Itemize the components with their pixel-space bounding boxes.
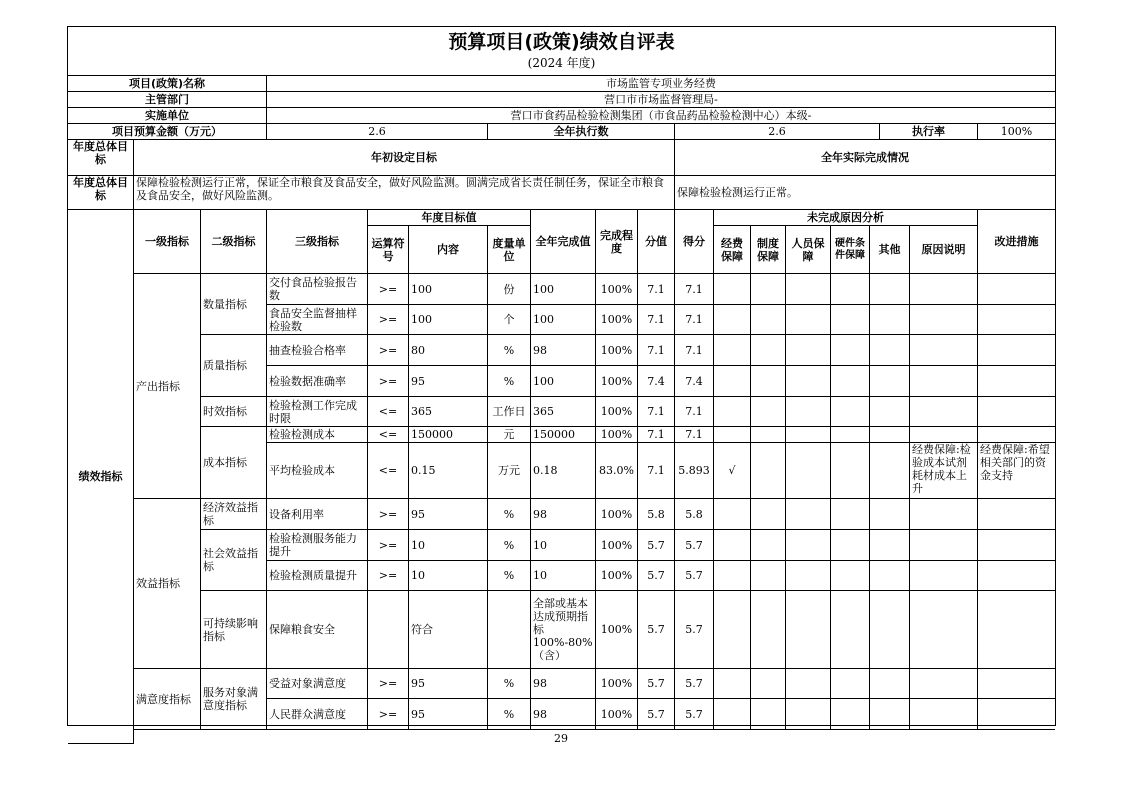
reason-note: [910, 366, 978, 397]
reason-other-cell: [870, 561, 910, 591]
indicator-target: 10: [409, 530, 488, 561]
reason-hardware-cell: [831, 397, 870, 427]
indicator-actual: 全部或基本达成预期指标100%-80%（含）: [531, 591, 596, 669]
reason-hardware-cell: [831, 305, 870, 335]
indicator-unit: %: [488, 561, 531, 591]
reason-note: [910, 305, 978, 335]
table-title: 预算项目(政策)绩效自评表: [448, 31, 675, 53]
indicator-score: 5.893: [675, 443, 714, 499]
reason-other-cell: [870, 397, 910, 427]
perf-indicator-label: 绩效指标: [68, 210, 134, 744]
indicator-degree: 83.0%: [596, 443, 638, 499]
indicator-target: 80: [409, 335, 488, 366]
indicator-target: 100: [409, 274, 488, 305]
indicator-actual: 365: [531, 397, 596, 427]
indicator-score-value: 7.1: [638, 274, 675, 305]
indicator-op: >=: [368, 669, 409, 699]
header-l2: 二级指标: [201, 210, 267, 274]
improvement-note: [978, 427, 1055, 443]
indicator-name: 人民群众满意度: [267, 699, 368, 730]
header-reason-fund: 经费保障: [714, 226, 751, 274]
reason-fund-check: [714, 669, 751, 699]
indicator-actual: 98: [531, 699, 596, 730]
reason-fund-check: [714, 591, 751, 669]
indicator-score-value: 5.7: [638, 669, 675, 699]
indicator-score: 5.7: [675, 591, 714, 669]
indicator-score-value: 7.1: [638, 305, 675, 335]
reason-system-cell: [751, 499, 786, 530]
improvement-note: [978, 335, 1055, 366]
reason-note: [910, 561, 978, 591]
improvement-note: 经费保障:希望相关部门的资金支持: [978, 443, 1055, 499]
reason-fund-check: [714, 699, 751, 730]
reason-fund-check: [714, 305, 751, 335]
indicator-unit: %: [488, 335, 531, 366]
indicator-unit: 元: [488, 427, 531, 443]
indicator-unit: %: [488, 669, 531, 699]
indicator-score: 5.7: [675, 530, 714, 561]
reason-staff-cell: [786, 699, 831, 730]
indicator-score-value: 5.7: [638, 530, 675, 561]
indicator-actual: 100: [531, 274, 596, 305]
reason-system-cell: [751, 397, 786, 427]
improvement-note: [978, 561, 1055, 591]
header-reason-staff: 人员保障: [786, 226, 831, 274]
indicator-op: >=: [368, 335, 409, 366]
indicator-score: 7.4: [675, 366, 714, 397]
header-content: 内容: [409, 226, 488, 274]
reason-staff-cell: [786, 274, 831, 305]
indicator-degree: 100%: [596, 530, 638, 561]
reason-note: [910, 699, 978, 730]
reason-other-cell: [870, 499, 910, 530]
indicator-unit: %: [488, 499, 531, 530]
indicator-score: 5.8: [675, 499, 714, 530]
reason-system-cell: [751, 443, 786, 499]
project-name-value: 市场监管专项业务经费: [267, 76, 1055, 92]
improvement-note: [978, 591, 1055, 669]
reason-system-cell: [751, 561, 786, 591]
goal-initial-header: 年初设定目标: [134, 140, 675, 176]
reason-hardware-cell: [831, 427, 870, 443]
reason-staff-cell: [786, 530, 831, 561]
indicator-op: >=: [368, 305, 409, 335]
indicator-op: <=: [368, 427, 409, 443]
indicator-target: 365: [409, 397, 488, 427]
reason-system-cell: [751, 427, 786, 443]
reason-hardware-cell: [831, 561, 870, 591]
improvement-note: [978, 699, 1055, 730]
reason-system-cell: [751, 530, 786, 561]
indicator-unit: 份: [488, 274, 531, 305]
indicator-degree: 100%: [596, 397, 638, 427]
indicator-op: [368, 591, 409, 669]
indicator-degree: 100%: [596, 305, 638, 335]
reason-system-cell: [751, 274, 786, 305]
goal-actual-header: 全年实际完成情况: [675, 140, 1055, 176]
unit-label: 实施单位: [68, 108, 267, 124]
exec-value: 2.6: [675, 124, 880, 140]
indicator-target: 100: [409, 305, 488, 335]
indicator-target: 符合: [409, 591, 488, 669]
indicator-score: 5.7: [675, 699, 714, 730]
header-reason-system: 制度保障: [751, 226, 786, 274]
indicator-score-value: 5.7: [638, 591, 675, 669]
indicator-unit: 个: [488, 305, 531, 335]
indicator-name: 检验数据准确率: [267, 366, 368, 397]
reason-fund-check: [714, 499, 751, 530]
reason-fund-check: [714, 530, 751, 561]
indicator-actual: 100: [531, 366, 596, 397]
l2-social: 社会效益指标: [201, 530, 267, 591]
reason-other-cell: [870, 669, 910, 699]
l2-sustain: 可持续影响指标: [201, 591, 267, 669]
indicator-name: 检验检测质量提升: [267, 561, 368, 591]
indicator-score-value: 5.7: [638, 699, 675, 730]
reason-note: [910, 499, 978, 530]
header-improve: 改进措施: [978, 210, 1055, 274]
indicator-name: 交付食品检验报告数: [267, 274, 368, 305]
indicator-actual: 10: [531, 530, 596, 561]
indicator-target: 150000: [409, 427, 488, 443]
l1-output: 产出指标: [134, 274, 201, 499]
reason-staff-cell: [786, 366, 831, 397]
reason-fund-check: [714, 561, 751, 591]
reason-other-cell: [870, 427, 910, 443]
indicator-unit: %: [488, 699, 531, 730]
improvement-note: [978, 274, 1055, 305]
reason-system-cell: [751, 699, 786, 730]
header-reason-hardware: 硬件条件保障: [831, 226, 870, 274]
exec-label: 全年执行数: [488, 124, 675, 140]
indicator-score-value: 7.1: [638, 427, 675, 443]
reason-system-cell: [751, 335, 786, 366]
indicator-unit: [488, 591, 531, 669]
indicator-target: 0.15: [409, 443, 488, 499]
reason-note: 经费保障:检验成本试剂耗材成本上升: [910, 443, 978, 499]
indicator-actual: 10: [531, 561, 596, 591]
reason-hardware-cell: [831, 366, 870, 397]
reason-system-cell: [751, 669, 786, 699]
rate-label: 执行率: [880, 124, 978, 140]
reason-hardware-cell: [831, 335, 870, 366]
indicator-name: 检验检测工作完成时限: [267, 397, 368, 427]
header-unit: 度量单位: [488, 226, 531, 274]
reason-staff-cell: [786, 591, 831, 669]
reason-staff-cell: [786, 561, 831, 591]
header-op: 运算符号: [368, 226, 409, 274]
reason-other-cell: [870, 443, 910, 499]
indicator-score: 7.1: [675, 274, 714, 305]
indicator-actual: 98: [531, 499, 596, 530]
indicator-unit: %: [488, 366, 531, 397]
goal-initial-text: 保障检验检测运行正常，保证全市粮食及食品安全，做好风险监测。圆满完成省长责任制任务，保证全市粮食及食品安全，做好风险监测。: [134, 176, 675, 210]
reason-note: [910, 669, 978, 699]
reason-fund-check: [714, 427, 751, 443]
indicator-score: 5.7: [675, 669, 714, 699]
improvement-note: [978, 669, 1055, 699]
indicator-name: 设备利用率: [267, 499, 368, 530]
reason-staff-cell: [786, 443, 831, 499]
l2-quality: 质量指标: [201, 335, 267, 397]
indicator-unit: 万元: [488, 443, 531, 499]
reason-other-cell: [870, 699, 910, 730]
indicator-unit: %: [488, 530, 531, 561]
reason-system-cell: [751, 591, 786, 669]
indicator-name: 平均检验成本: [267, 443, 368, 499]
indicator-score-value: 5.8: [638, 499, 675, 530]
indicator-actual: 98: [531, 669, 596, 699]
l2-time: 时效指标: [201, 397, 267, 427]
indicator-actual: 98: [531, 335, 596, 366]
reason-note: [910, 427, 978, 443]
indicator-degree: 100%: [596, 699, 638, 730]
table-subtitle: (2024 年度): [527, 56, 596, 70]
reason-other-cell: [870, 591, 910, 669]
indicator-op: >=: [368, 699, 409, 730]
indicator-target: 10: [409, 561, 488, 591]
indicator-score-value: 5.7: [638, 561, 675, 591]
budget-label: 项目预算金额（万元）: [68, 124, 267, 140]
goal-actual-text: 保障检验检测运行正常。: [675, 176, 1055, 210]
indicator-op: >=: [368, 274, 409, 305]
reason-other-cell: [870, 274, 910, 305]
reason-other-cell: [870, 366, 910, 397]
l1-benefit: 效益指标: [134, 499, 201, 669]
page-number: 29: [554, 732, 568, 745]
header-l1: 一级指标: [134, 210, 201, 274]
header-annual: 年度目标值: [368, 210, 531, 226]
indicator-target: 95: [409, 699, 488, 730]
indicator-target: 95: [409, 499, 488, 530]
indicator-target: 95: [409, 366, 488, 397]
indicator-unit: 工作日: [488, 397, 531, 427]
indicator-actual: 0.18: [531, 443, 596, 499]
indicator-degree: 100%: [596, 499, 638, 530]
goal-row-label-1: 年度总体目标: [68, 140, 134, 176]
indicator-score-value: 7.4: [638, 366, 675, 397]
l1-satisfaction: 满意度指标: [134, 669, 201, 730]
l2-cost: 成本指标: [201, 427, 267, 499]
header-done: 全年完成值: [531, 210, 596, 274]
indicator-score: 7.1: [675, 427, 714, 443]
indicator-score-value: 7.1: [638, 335, 675, 366]
header-reason-other: 其他: [870, 226, 910, 274]
indicator-actual: 100: [531, 305, 596, 335]
indicator-score: 7.1: [675, 305, 714, 335]
reason-hardware-cell: [831, 591, 870, 669]
reason-fund-check: [714, 335, 751, 366]
reason-hardware-cell: [831, 530, 870, 561]
indicator-name: 检验检测成本: [267, 427, 368, 443]
rate-value: 100%: [978, 124, 1055, 140]
reason-other-cell: [870, 530, 910, 561]
indicator-degree: 100%: [596, 669, 638, 699]
indicator-op: >=: [368, 366, 409, 397]
indicator-degree: 100%: [596, 561, 638, 591]
l2-economic: 经济效益指标: [201, 499, 267, 530]
indicator-op: <=: [368, 443, 409, 499]
reason-note: [910, 530, 978, 561]
reason-other-cell: [870, 335, 910, 366]
indicator-op: >=: [368, 561, 409, 591]
indicator-score: 7.1: [675, 335, 714, 366]
indicator-degree: 100%: [596, 274, 638, 305]
improvement-note: [978, 499, 1055, 530]
indicator-degree: 100%: [596, 366, 638, 397]
header-score-val: 分值: [638, 210, 675, 274]
reason-note: [910, 591, 978, 669]
reason-hardware-cell: [831, 699, 870, 730]
header-l3: 三级指标: [267, 210, 368, 274]
reason-fund-check: [714, 397, 751, 427]
indicator-degree: 100%: [596, 591, 638, 669]
improvement-note: [978, 530, 1055, 561]
dept-value: 营口市市场监督管理局-: [267, 92, 1055, 108]
performance-table: [67, 26, 1056, 726]
reason-note: [910, 274, 978, 305]
l2-quantity: 数量指标: [201, 274, 267, 335]
indicator-op: <=: [368, 397, 409, 427]
reason-fund-check: [714, 366, 751, 397]
header-reason-note: 原因说明: [910, 226, 978, 274]
reason-note: [910, 397, 978, 427]
indicator-name: 检验检测服务能力提升: [267, 530, 368, 561]
unit-value: 营口市食药品检验检测集团（市食品药品检验检测中心）本级-: [267, 108, 1055, 124]
indicator-score-value: 7.1: [638, 397, 675, 427]
dept-label: 主管部门: [68, 92, 267, 108]
reason-fund-check: [714, 274, 751, 305]
improvement-note: [978, 397, 1055, 427]
reason-staff-cell: [786, 335, 831, 366]
reason-staff-cell: [786, 427, 831, 443]
reason-hardware-cell: [831, 499, 870, 530]
reason-fund-check: √: [714, 443, 751, 499]
indicator-degree: 100%: [596, 427, 638, 443]
indicator-score: 7.1: [675, 397, 714, 427]
indicator-name: 保障粮食安全: [267, 591, 368, 669]
reason-hardware-cell: [831, 669, 870, 699]
reason-system-cell: [751, 366, 786, 397]
reason-hardware-cell: [831, 443, 870, 499]
reason-system-cell: [751, 305, 786, 335]
indicator-score: 5.7: [675, 561, 714, 591]
indicator-name: 抽查检验合格率: [267, 335, 368, 366]
indicator-op: >=: [368, 530, 409, 561]
budget-value: 2.6: [267, 124, 488, 140]
l2-service: 服务对象满意度指标: [201, 669, 267, 730]
project-name-label: 项目(政策)名称: [68, 76, 267, 92]
indicator-degree: 100%: [596, 335, 638, 366]
reason-staff-cell: [786, 397, 831, 427]
reason-staff-cell: [786, 669, 831, 699]
reason-hardware-cell: [831, 274, 870, 305]
improvement-note: [978, 305, 1055, 335]
indicator-name: 受益对象满意度: [267, 669, 368, 699]
header-score: 得分: [675, 210, 714, 274]
indicator-target: 95: [409, 669, 488, 699]
reason-staff-cell: [786, 305, 831, 335]
reason-other-cell: [870, 305, 910, 335]
indicator-op: >=: [368, 499, 409, 530]
indicator-score-value: 7.1: [638, 443, 675, 499]
indicator-name: 食品安全监督抽样检验数: [267, 305, 368, 335]
header-reasons: 未完成原因分析: [714, 210, 978, 226]
header-degree: 完成程度: [596, 210, 638, 274]
improvement-note: [978, 366, 1055, 397]
indicator-actual: 150000: [531, 427, 596, 443]
reason-staff-cell: [786, 499, 831, 530]
reason-note: [910, 335, 978, 366]
goal-row-label-2: 年度总体目标: [68, 176, 134, 210]
